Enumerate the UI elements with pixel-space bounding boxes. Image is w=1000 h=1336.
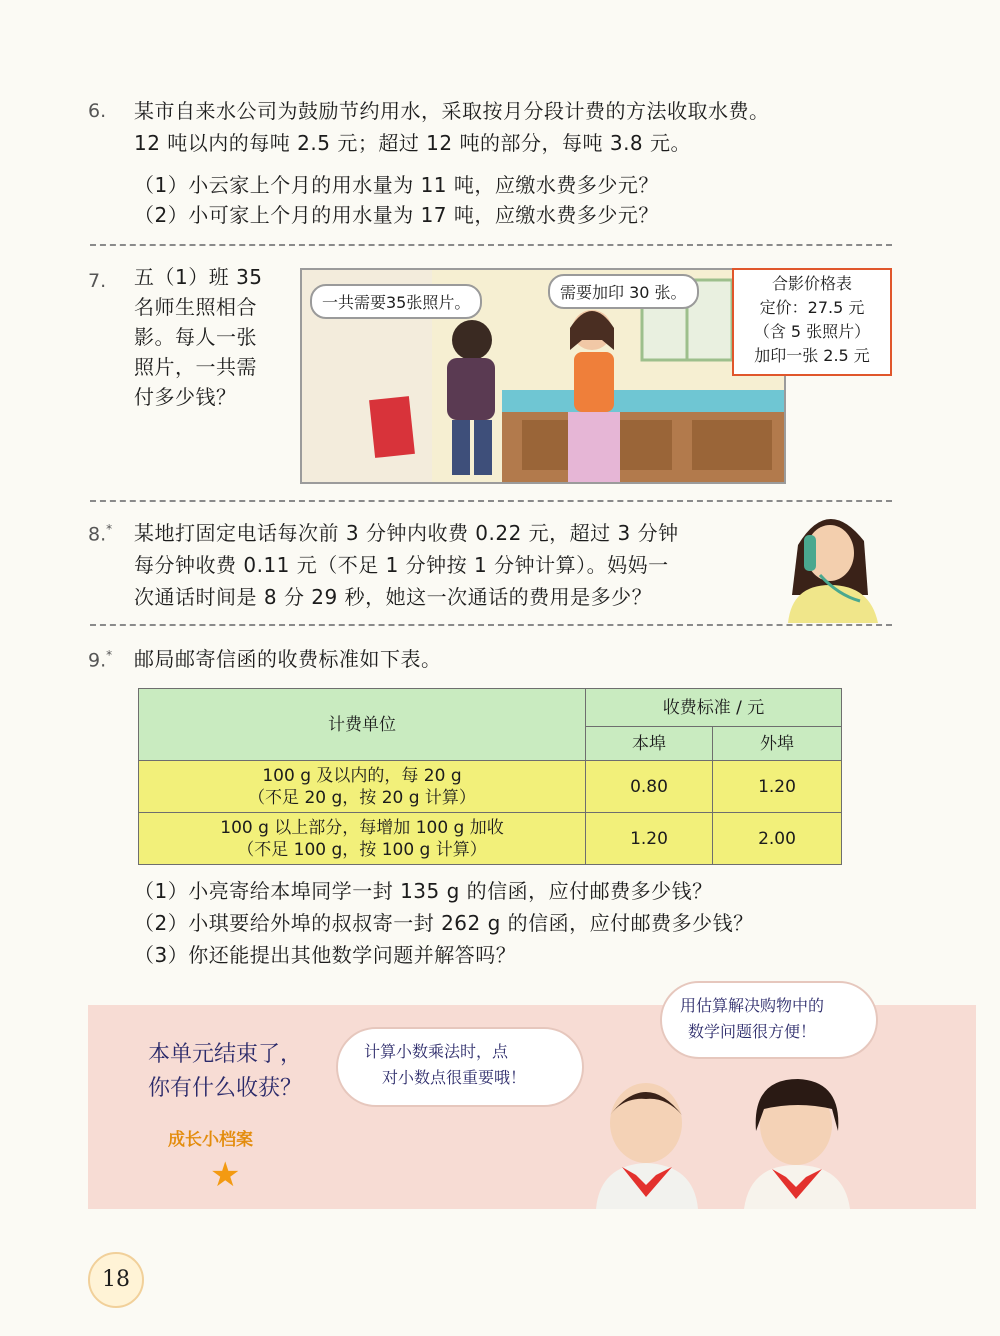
question-6-line-2: 12 吨以内的每吨 2.5 元；超过 12 吨的部分，每吨 3.8 元。	[134, 131, 692, 155]
unit-summary-panel	[88, 996, 976, 1209]
challenge-star-mark: *	[106, 522, 113, 536]
question-7-line-2: 名师生照相合	[134, 295, 257, 319]
table-row	[139, 761, 842, 813]
question-9-sub-3: （3）你还能提出其他数学问题并解答吗？	[134, 943, 517, 967]
boy-speech-line-2: 对小数点很重要哦！	[382, 1068, 527, 1087]
unit-note: （不足 20 g，按 20 g 计算）	[248, 787, 476, 808]
speech-bubble-left: 一共需要35张照片。	[310, 284, 482, 319]
question-8-number	[88, 522, 112, 545]
question-6-line-1: 某市自来水公司为鼓励节约用水，采取按月分段计费的方法收取水费。	[134, 99, 770, 123]
table-row	[139, 813, 842, 865]
unit-cell	[139, 761, 586, 813]
question-8-line-3: 次通话时间是 8 分 29 秒，她这一次通话的费用是多少？	[134, 585, 653, 609]
question-9-sub-1: （1）小亮寄给本埠同学一封 135 g 的信函，应付邮费多少钱？	[134, 879, 713, 903]
header-unit: 计费单位	[139, 689, 586, 761]
header-local: 本埠	[586, 727, 713, 761]
question-9-sub-2: （2）小琪要给外埠的叔叔寄一封 262 g 的信函，应付邮费多少钱？	[134, 911, 754, 935]
growth-archive-label: 成长小档案	[168, 1130, 253, 1150]
photo-shop-illustration	[300, 268, 786, 484]
question-7-line-3: 影。每人一张	[134, 325, 257, 349]
page-number: 18	[88, 1252, 144, 1308]
summary-question-line-2: 你有什么收获？	[148, 1076, 303, 1101]
unit-note: （不足 100 g，按 100 g 计算）	[237, 839, 487, 860]
header-fee: 收费标准 / 元	[586, 689, 842, 727]
local-fee-cell: 0.80	[586, 761, 713, 813]
question-7-line-1: 五（1）班 35	[134, 265, 263, 289]
unit-cell	[139, 813, 586, 865]
question-7-line-4: 照片，一共需	[134, 355, 257, 379]
students-illustration	[576, 1075, 896, 1209]
photo-price-table	[732, 268, 892, 376]
divider	[90, 244, 892, 246]
question-9-intro: 邮局邮寄信函的收费标准如下表。	[134, 647, 442, 671]
woman-on-phone-illustration	[768, 505, 896, 623]
boy-speech-bubble	[336, 1027, 584, 1107]
unit-text: 100 g 及以内的，每 20 g	[262, 765, 462, 786]
question-8-num-text: 8.	[88, 523, 107, 546]
summary-question-line-1: 本单元结束了，	[148, 1042, 303, 1067]
challenge-star-mark: *	[106, 648, 113, 662]
header-remote: 外埠	[713, 727, 842, 761]
boy-speech-line-1: 计算小数乘法时，点	[364, 1042, 509, 1061]
price-table-title: 合影价格表	[771, 274, 852, 293]
question-6-sub-2: （2）小可家上个月的用水量为 17 吨，应缴水费多少元？	[134, 203, 659, 227]
question-9-number	[88, 648, 112, 671]
question-6-sub-1: （1）小云家上个月的用水量为 11 吨，应缴水费多少元？	[134, 173, 659, 197]
price-table-line-3: 加印一张 2.5 元	[754, 346, 870, 365]
speech-bubble-right: 需要加印 30 张。	[548, 274, 699, 309]
question-7-line-5: 付多少钱？	[134, 385, 237, 409]
woman-on-phone-graphic	[768, 505, 896, 623]
question-8-line-2: 每分钟收费 0.11 元（不足 1 分钟按 1 分钟计算）。妈妈一	[134, 553, 669, 577]
remote-fee-cell: 1.20	[713, 761, 842, 813]
star-icon: ★	[210, 1155, 241, 1195]
girl-speech-bubble	[660, 981, 878, 1059]
question-7-number: 7.	[88, 270, 107, 292]
unit-text: 100 g 以上部分，每增加 100 g 加收	[220, 817, 504, 838]
question-6-number: 6.	[88, 100, 107, 122]
girl-speech-line-1: 用估算解决购物中的	[680, 996, 825, 1015]
postage-fee-table	[138, 688, 842, 865]
price-table-line-1: 定价：27.5 元	[759, 298, 865, 317]
divider	[90, 624, 892, 626]
local-fee-cell: 1.20	[586, 813, 713, 865]
girl-speech-line-2: 数学问题很方便！	[688, 1022, 817, 1041]
question-9-num-text: 9.	[88, 649, 107, 672]
price-table-line-2: （含 5 张照片）	[753, 322, 871, 341]
remote-fee-cell: 2.00	[713, 813, 842, 865]
question-8-line-1: 某地打固定电话每次前 3 分钟内收费 0.22 元，超过 3 分钟	[134, 521, 679, 545]
divider	[90, 500, 892, 502]
